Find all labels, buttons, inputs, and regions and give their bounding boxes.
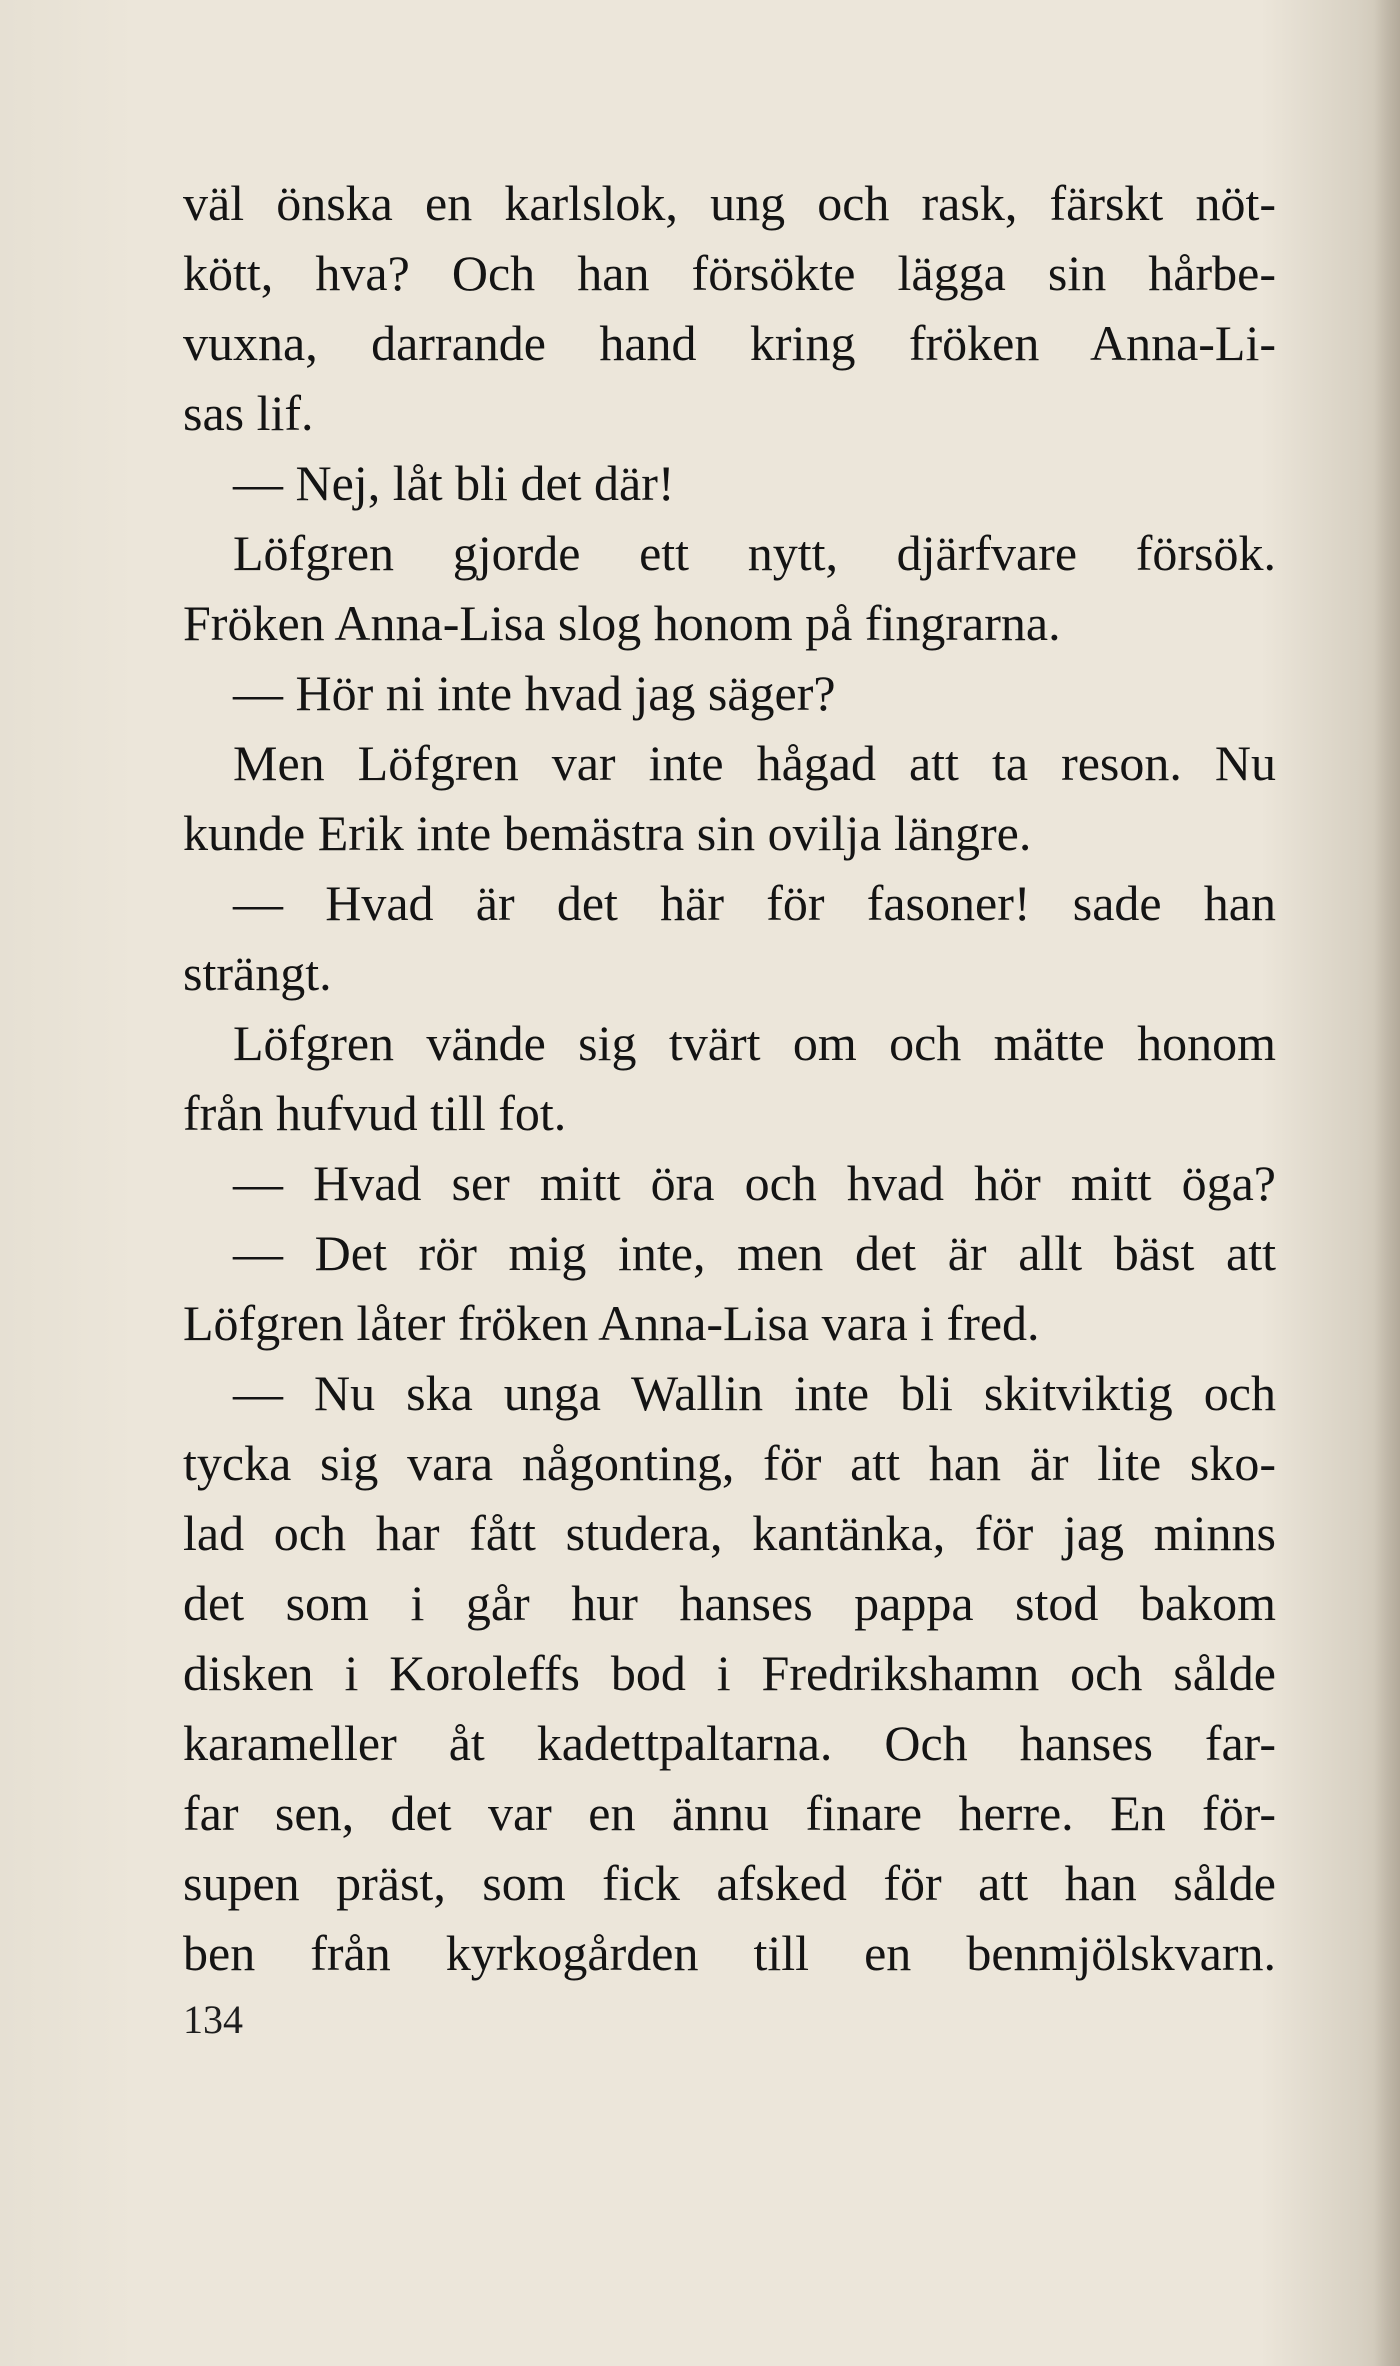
text-line: sas lif. xyxy=(183,385,314,441)
text-line: — Nej, låt bli det där! xyxy=(233,455,675,511)
text-line: — Det rör mig inte, men det är allt bäst att xyxy=(233,1225,1276,1281)
text-line: — Hvad är det här för fasoner! sade han xyxy=(233,875,1276,931)
text-line: karameller åt kadettpaltarna. Och hanses far- xyxy=(183,1715,1276,1771)
text-line: far sen, det var en ännu finare herre. En för- xyxy=(183,1785,1276,1841)
text-line: disken i Koroleffs bod i Fredrikshamn och sålde xyxy=(183,1645,1276,1701)
text-line: lad och har fått studera, kantänka, för jag minns xyxy=(183,1505,1276,1561)
text-line: det som i går hur hanses pappa stod bakom xyxy=(183,1575,1276,1631)
text-line: kött, hva? Och han försökte lägga sin hårbe- xyxy=(183,245,1276,301)
text-line: supen präst, som fick afsked för att han sålde xyxy=(183,1855,1276,1911)
body-text xyxy=(183,168,1276,1988)
text-line: kunde Erik inte bemästra sin ovilja längre. xyxy=(183,805,1032,861)
text-line: Fröken Anna-Lisa slog honom på fingrarna. xyxy=(183,595,1061,651)
page-edge-shadow xyxy=(1374,0,1400,2366)
text-line: väl önska en karlslok, ung och rask, färskt nöt- xyxy=(183,175,1276,231)
text-line: Löfgren gjorde ett nytt, djärfvare försök. xyxy=(233,525,1276,581)
text-line: — Nu ska unga Wallin inte bli skitviktig och xyxy=(233,1365,1276,1421)
text-line: tycka sig vara någonting, för att han är lite sko- xyxy=(183,1435,1276,1491)
text-line: ben från kyrkogården till en benmjölskvarn. xyxy=(183,1925,1276,1981)
text-line: strängt. xyxy=(183,945,332,1001)
text-line: Löfgren vände sig tvärt om och mätte honom xyxy=(233,1015,1276,1071)
text-line: vuxna, darrande hand kring fröken Anna-Li- xyxy=(183,315,1276,371)
text-line: — Hvad ser mitt öra och hvad hör mitt öga? xyxy=(233,1155,1276,1211)
text-line: — Hör ni inte hvad jag säger? xyxy=(233,665,836,721)
page-number: 134 xyxy=(183,1997,243,2042)
text-line: Löfgren låter fröken Anna-Lisa vara i fred. xyxy=(183,1295,1040,1351)
text-line: Men Löfgren var inte hågad att ta reson. Nu xyxy=(233,735,1276,791)
text-line: från hufvud till fot. xyxy=(183,1085,567,1141)
